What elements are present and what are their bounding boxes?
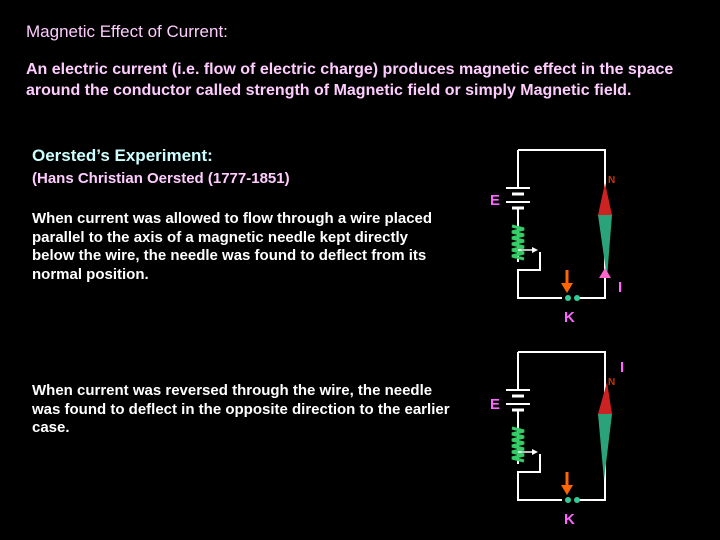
rheostat-coil-icon bbox=[512, 222, 538, 262]
battery-icon bbox=[506, 390, 530, 414]
key-icon bbox=[565, 295, 580, 301]
current-label: I bbox=[620, 359, 625, 376]
key-label: K bbox=[564, 511, 575, 528]
battery-label: E bbox=[490, 192, 501, 209]
north-pole-label: N bbox=[608, 377, 616, 388]
current-label: I bbox=[618, 279, 623, 296]
experiment-paragraph-1: When current was allowed to flow through a wire placed parallel to the axis of a magnetic needle kept directly below the wire, the needle was found to deflect from its normal position. bbox=[32, 210, 433, 283]
magnetic-needle-icon bbox=[598, 382, 612, 480]
circuit-diagram-2 bbox=[488, 352, 638, 532]
battery-label: E bbox=[490, 396, 501, 413]
key-label: K bbox=[564, 309, 575, 326]
circuit-diagram-1 bbox=[488, 150, 638, 330]
section-heading: Oersted’s Experiment: bbox=[32, 146, 213, 165]
north-pole-label: N bbox=[608, 175, 616, 186]
intro-paragraph: An electric current (i.e. flow of electric charge) produces magnetic effect in the space around the conductor called strength of Magnetic field or simply Magnetic field. bbox=[26, 61, 674, 99]
experiment-paragraph-2: When current was reversed through the wire, the needle was found to deflect in the opposite direction to the earlier case. bbox=[32, 382, 450, 436]
circuit-wire bbox=[518, 352, 605, 500]
circuit-wire bbox=[518, 252, 562, 298]
current-arrow-down-icon bbox=[561, 270, 573, 293]
current-arrow-up-icon bbox=[599, 268, 611, 292]
key-icon bbox=[565, 497, 580, 503]
circuit-wire bbox=[518, 150, 605, 298]
slide-title: Magnetic Effect of Current: bbox=[26, 22, 228, 41]
battery-icon bbox=[506, 188, 530, 212]
current-arrow-down-icon bbox=[561, 472, 573, 495]
section-subheading: (Hans Christian Oersted (1777-1851) bbox=[32, 170, 290, 187]
rheostat-coil-icon bbox=[512, 424, 538, 464]
magnetic-needle-icon bbox=[598, 183, 612, 278]
circuit-wire bbox=[518, 454, 562, 500]
